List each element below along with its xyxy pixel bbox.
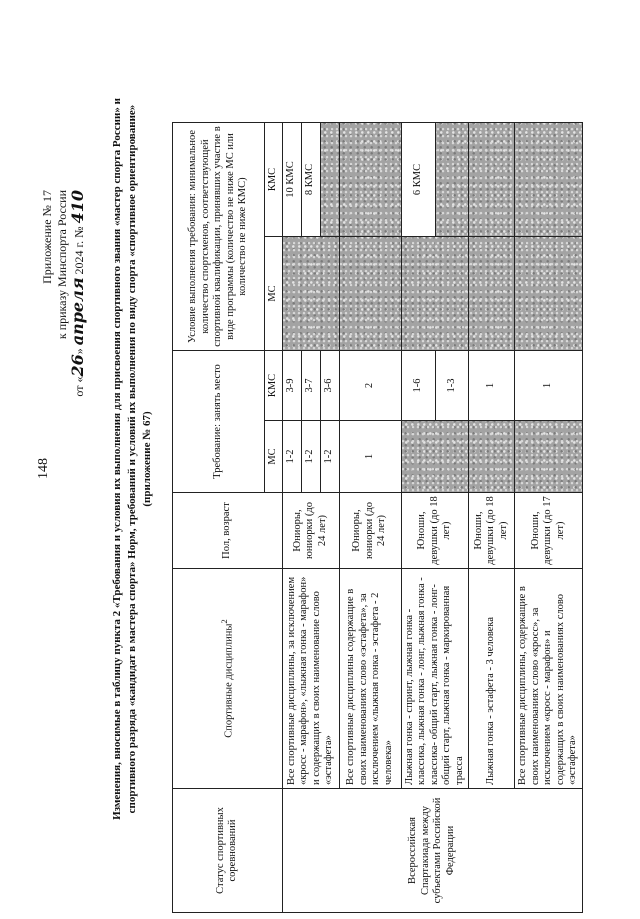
gender-age-cell: Юниоры, юниорки (до 24 лет) <box>339 493 401 569</box>
cond-kms-cell: 10 КМС <box>282 122 301 236</box>
discipline-cell: Лыжная гонка - спринт, лыжная гонка - классика, лыжная гонка - лонг, лыжная гонка - классика- общий старт, лыжная гонка - лонг-общий старт, лыжная гонка - маркированная трасса <box>401 569 469 789</box>
shaded-cell <box>339 122 401 236</box>
place-kms-cell: 2 <box>339 351 401 421</box>
header-disciplines: Спортивные дисциплины$^2$ <box>173 569 283 789</box>
place-kms-cell: 1 <box>469 351 515 421</box>
place-ms-cell: 1-2 <box>320 421 339 493</box>
header-place-ms: МС <box>265 421 283 493</box>
table-row <box>282 122 301 912</box>
handwritten-day: 26 <box>68 354 87 377</box>
gender-age-cell: Юноши, девушки (до 18 лет) <box>401 493 469 569</box>
shaded-cell <box>320 122 339 236</box>
shaded-cell <box>282 237 339 351</box>
header-place: Требование: занять место <box>173 351 265 493</box>
place-kms-cell: 3-9 <box>282 351 301 421</box>
shaded-cell <box>436 122 469 236</box>
status-cell: Всероссийская Спартакиада между субъектами Российской Федерации <box>282 789 582 913</box>
shaded-cell <box>469 421 515 493</box>
shaded-cell <box>469 237 515 351</box>
cond-kms-cell: 6 КМС <box>401 122 436 236</box>
shaded-cell <box>515 237 583 351</box>
requirements-table <box>172 122 583 913</box>
cond-kms-cell: 8 КМС <box>301 122 320 236</box>
place-kms-cell: 1-3 <box>436 351 469 421</box>
appendix-block <box>40 190 87 420</box>
shaded-cell <box>515 122 583 236</box>
place-kms-cell: 3-6 <box>320 351 339 421</box>
place-ms-cell: 1 <box>339 421 401 493</box>
handwritten-number: 410 <box>68 190 87 224</box>
gender-age-cell: Юноши, девушки (до 18 лет) <box>469 493 515 569</box>
header-cond-ms: МС <box>265 237 283 351</box>
header-gender-age: Пол, возраст <box>173 493 283 569</box>
place-ms-cell: 1-2 <box>301 421 320 493</box>
header-cond-kms: КМС <box>265 122 283 236</box>
header-place-kms: КМС <box>265 351 283 421</box>
shaded-cell <box>401 237 469 351</box>
shaded-cell <box>469 122 515 236</box>
header-status: Статус спортивных соревнований <box>173 789 283 913</box>
handwritten-month: апреля <box>68 277 87 346</box>
discipline-cell: Все спортивные дисциплины содержащие в своих наименованиях слово «эстафета», за исключением «лыжная гонка - эстафета - 2 человека» <box>339 569 401 789</box>
place-kms-cell: 1-6 <box>401 351 436 421</box>
discipline-cell: Все спортивные дисциплины, содержащие в своих наименованиях слово «кросс», за исключением «кросс - марафон» и содержащих в своих наименованиях слово «эстафета» <box>515 569 583 789</box>
shaded-cell <box>339 237 401 351</box>
appendix-order: к приказу Минспорта России <box>55 190 69 340</box>
place-ms-cell: 1-2 <box>282 421 301 493</box>
discipline-cell: Все спортивные дисциплины, за исключением «кросс - марафон», «лыжная гонка - марафон» и содержащих в своих наименование слово «эстафета» <box>282 569 339 789</box>
document-heading: Изменения, вносимые в таблицу пункта 2 «Требования и условия их выполнения для присвоения спортивного звания «мастер спорта России» и спортивного разряда «кандидат в мастера спорта» Норм, требований и условий их выполнения по виду спорта «спортивное ориентирование» (приложение № 67) <box>111 98 153 820</box>
gender-age-cell: Юноши, девушки (до 17 лет) <box>515 493 583 569</box>
page-number: 148 <box>36 458 51 479</box>
appendix-date: от «26» апреля 2024 г. № 410 <box>68 190 87 397</box>
place-kms-cell: 3-7 <box>301 351 320 421</box>
discipline-cell: Лыжная гонка - эстафета - 3 человека <box>469 569 515 789</box>
appendix-title: Приложение № 17 <box>40 190 54 284</box>
gender-age-cell: Юниоры, юниорки (до 24 лет) <box>282 493 339 569</box>
header-condition: Условие выполнения требования: минимальное количество спортсменов, соответствующей спортивной квалификации, принявших участие в виде программы (количество не ниже МС или количество не ниже КМС) <box>173 122 265 350</box>
shaded-cell <box>515 421 583 493</box>
place-kms-cell: 1 <box>515 351 583 421</box>
shaded-cell <box>401 421 469 493</box>
